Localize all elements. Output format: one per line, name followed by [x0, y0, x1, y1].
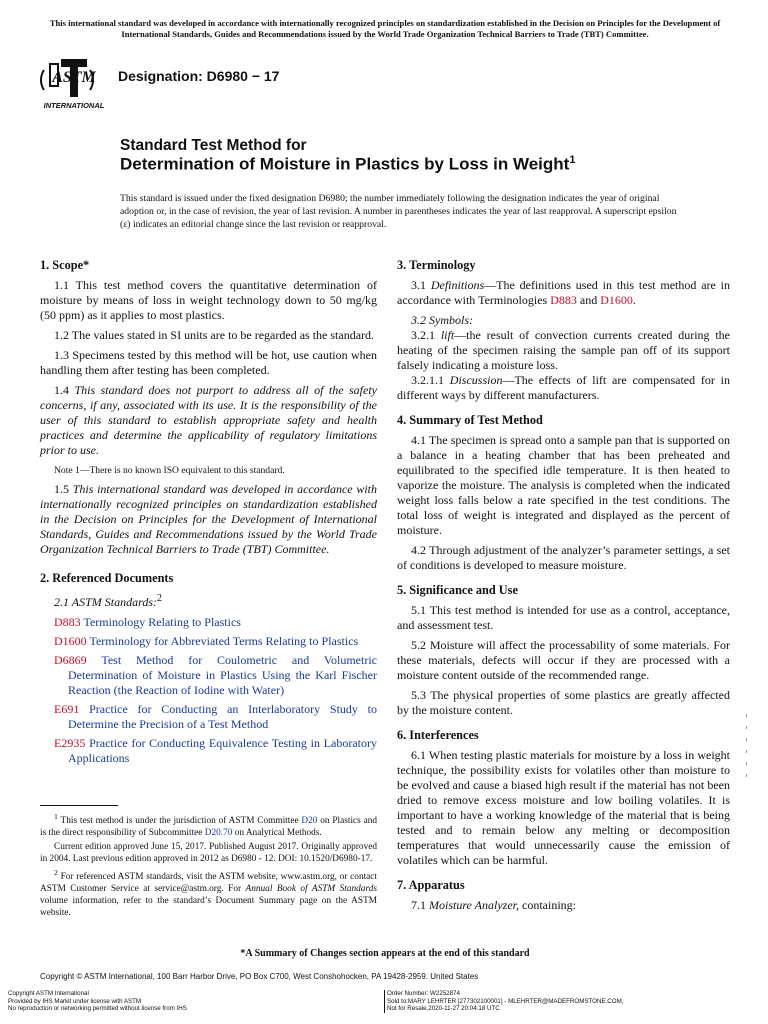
license-left: Copyright ASTM International Provided by IHS Markit under license with ASTM No reproduction or networking permitted without license from IHS	[8, 990, 187, 1012]
footnote-1: $^1$ This test method is under the jurisdiction of ASTM Committee D20 on Plastics and is the direct responsibility of Subcommittee D20.70 on Analytical Methods.	[40, 812, 378, 839]
ref-title-link[interactable]: Terminology Relating to Plastics	[83, 615, 241, 629]
paragraph-5-3: 5.3 The physical properties of some plastics are greatly affected by the moisture content.	[397, 688, 730, 717]
paragraph-1-5: 1.5 This international standard was developed in accordance with internationally recognized principles on standardization established in the Decision on Principles for the Development of International Standards, Guides and Recommendations issued by the World Trade Organization Technical Barriers to Trade (TBT) Committee.	[40, 482, 378, 556]
section-heading-referenced-documents: 2. Referenced Documents	[40, 571, 174, 585]
section-heading-significance: 5. Significance and Use	[397, 583, 518, 597]
title-line-2: Determination of Moisture in Plastics by Loss in Weight$^1$	[120, 154, 576, 174]
referenced-document-item	[40, 615, 377, 630]
note-1: Note 1—There is no known ISO equivalent to this standard.	[54, 465, 285, 476]
astm-standards-subheading: 2.1 ASTM Standards:$^2$	[54, 593, 163, 609]
ref-code-link[interactable]: D6869	[54, 653, 87, 667]
paragraph-4-2: 4.2 Through adjustment of the analyzer’s parameter settings, a set of conditions is developed to measure moisture.	[397, 543, 730, 572]
svg-text:ASTM: ASTM	[52, 69, 96, 86]
referenced-documents-list	[40, 615, 377, 766]
ref-code-link[interactable]: E2935	[54, 736, 86, 750]
astm-logo	[36, 56, 112, 112]
ref-title-link[interactable]: Practice for Conducting an Interlaboratory Study to Determine the Precision of a Test Method	[68, 702, 378, 731]
ref-code-link[interactable]: D883	[54, 615, 81, 629]
paragraph-3-2: 3.2 Symbols:	[411, 313, 473, 327]
section-heading-interferences: 6. Interferences	[397, 728, 479, 742]
designation: Designation: D6980 − 17	[118, 68, 280, 84]
referenced-document-item	[40, 634, 377, 649]
summary-of-changes-note: *A Summary of Changes section appears at the end of this standard	[240, 948, 530, 959]
referenced-document-item	[40, 702, 377, 732]
paragraph-4-1: 4.1 The specimen is spread onto a sample pan that is supported on a balance in a heating chamber that has been preheated and equilibrated to the specified idle temperature. It is then heated to vaporize the moisture. The analysis is completed when the indicated weight loss falls below a rate specified in the test conditions. The total loss of weight is integrated and displayed as the percent of moisture.	[397, 433, 730, 537]
ref-title-link[interactable]: Practice for Conducting Equivalence Testing in Laboratory Applications	[68, 736, 377, 765]
ref-link-d1600[interactable]: D1600	[600, 293, 633, 307]
paragraph-3-2-1-1: 3.2.1.1 Discussion—The effects of lift are compensated for in different ways by different manufacturers.	[397, 373, 731, 402]
footnotes	[40, 811, 377, 921]
title-footnote-marker: 1	[569, 154, 576, 166]
ref-title-link[interactable]: Test Method for Coulometric and Volumetric Determination of Moisture in Plastics Using the Karl Fischer Reaction (the Reaction of Iodine with Water)	[68, 653, 377, 697]
right-column	[397, 258, 730, 918]
paragraph-5-2: 5.2 Moisture will affect the processability of some materials. For these materials, defects will occur if they are processed with a moisture content outside of the recommended range.	[397, 638, 730, 682]
subcommittee-link[interactable]: D20.70	[204, 828, 233, 839]
section-heading-terminology: 3. Terminology	[397, 258, 476, 272]
paragraph-1-1: 1.1 This test method covers the quantitative determination of moisture by means of loss in weight technology down to 50 mg/kg (50 ppm) as it applies to most plastics.	[40, 278, 377, 322]
paragraph-1-3: 1.3 Specimens tested by this method will be hot, use caution when handling them after testing has been completed.	[40, 348, 377, 377]
referenced-document-item	[40, 736, 377, 766]
footnote-rule	[40, 805, 118, 806]
section-heading-summary: 4. Summary of Test Method	[397, 413, 543, 427]
section-heading-scope: 1. Scope*	[40, 258, 90, 272]
section-heading-apparatus: 7. Apparatus	[397, 878, 465, 892]
footnote-1-edition: Current edition approved June 15, 2017. Published August 2017. Originally approved in 2004. Last previous edition approved in 2012 as D6980 - 12. DOI: 10.1520/D6980-17.	[40, 842, 377, 865]
paragraph-6-1: 6.1 When testing plastic materials for moisture by a loss in weight technique, the possibility exists for volatiles other than moisture to be evolved and cause a biased high result if the material has not been dried to remove excess moisture and low boiling volatiles. It is important to have a working knowledge of the material that is being tested and to remain below any melting or decomposition temperatures that would unnecessarily cause the emission of volatiles which can be harmful.	[397, 748, 730, 867]
ref-title-link[interactable]: Terminology for Abbreviated Terms Relating to Plastics	[89, 634, 359, 648]
license-right: Order Number: W2252874 Sold to:MARY LEHRTER [277302100001] - MLEHRTER@MADEFROMSTONE.COM, Not for Resale,2020-11-27 20:04:18 UTC	[384, 990, 623, 1013]
wto-notice: This international standard was developed in accordance with internationally recognized principles on standardization established in the Decision on Principles for the Development of International Standards, Guides and Recommendations issued by the World Trade Organization Technical Barriers to Trade (TBT) Committee.	[49, 18, 721, 39]
paragraph-3-2-1: 3.2.1 lift—the result of convection currents created during the heating of the specimen raising the sample pan off of its support falsely indicating a moisture loss.	[397, 328, 730, 372]
footnote-2: $^2$ For referenced ASTM standards, visit the ASTM website, www.astm.org, or contact ASTM Customer Service at service@astm.org. For Annual Book of ASTM Standards volume information, refer to the standard’s Document Summary page on the ASTM website.	[40, 868, 378, 919]
issuance-paragraph: This standard is issued under the fixed designation D6980; the number immediately following the designation indicates the year of original adoption or, in the case of revision, the year of last revision. A number in parentheses indicates the year of last reapproval. A superscript epsilon (ε) indicates an editorial change since the last revision or reapproval.	[120, 193, 677, 230]
copyright-line: Copyright © ASTM International, 100 Barr Harbor Drive, PO Box C700, West Conshohocken, PA 19428-2959. United States	[40, 972, 479, 981]
left-column	[40, 258, 377, 770]
ref-code-link[interactable]: E691	[54, 702, 80, 716]
title-line-1: Standard Test Method for	[120, 137, 307, 154]
paragraph-1-2: 1.2 The values stated in SI units are to be regarded as the standard.	[54, 328, 375, 342]
paragraph-1-4: 1.4 This standard does not purport to address all of the safety concerns, if any, associated with its use. It is the responsibility of the user of this standard to establish appropriate safety and health practices and determine the applicability of regulatory limitations prior to use.	[40, 383, 378, 457]
svg-text:INTERNATIONAL: INTERNATIONAL	[43, 101, 105, 110]
paragraph-5-1: 5.1 This test method is intended for use as a control, acceptance, and assessment test.	[397, 603, 730, 632]
margin-marks	[745, 714, 749, 786]
referenced-document-item	[40, 653, 377, 698]
paragraph-7-1: 7.1 Moisture Analyzer, containing:	[411, 898, 576, 912]
ref-link-d883[interactable]: D883	[550, 293, 577, 307]
committee-link[interactable]: D20	[301, 816, 318, 827]
paragraph-3-1: 3.1 Definitions—The definitions used in this test method are in accordance with Terminologies D883 and D1600.	[397, 278, 731, 307]
ref-code-link[interactable]: D1600	[54, 634, 87, 648]
